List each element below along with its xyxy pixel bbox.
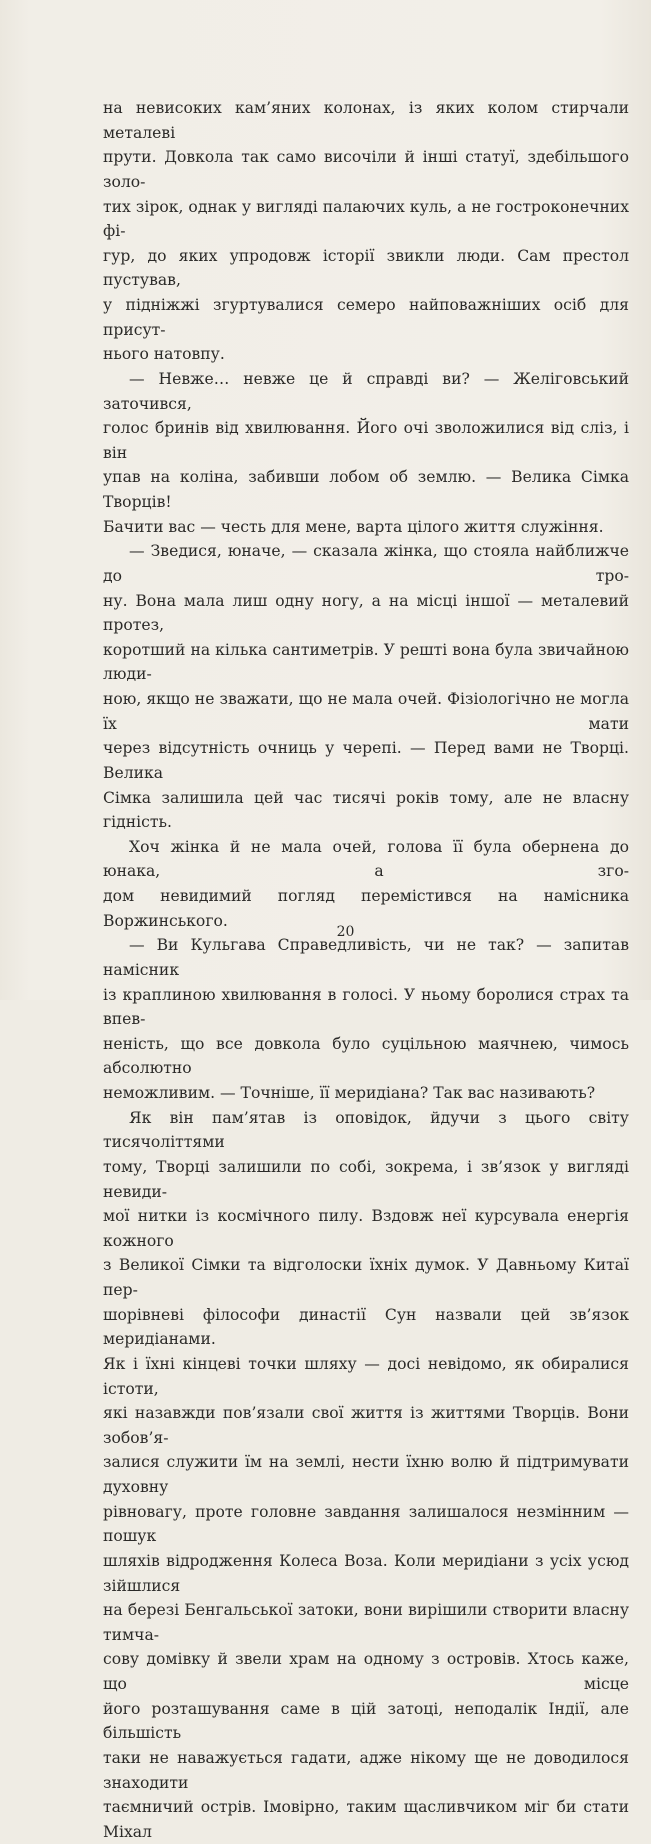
text-line: залися служити їм на землі, нести їхню волю й підтримувати духовну <box>103 1453 629 1496</box>
text-line: нього натовпу. <box>103 345 225 364</box>
text-line: Сімка залишила цей час тисячі років тому, але не власну гідність. <box>103 788 629 832</box>
text-line: — Зведися, юначе, — сказала жінка, що стояла найближче до тро- <box>103 542 629 585</box>
text-line: гур, до яких упродовж історії звикли люди. Сам престол пустував, <box>103 246 629 290</box>
text-line: таємничий острів. Імовірно, таким щасливчиком міг би стати Міхал <box>103 1798 629 1841</box>
page-number: 20 <box>336 924 355 940</box>
text-line: з Великої Сімки та відголоски їхніх думок. У Давньому Китаї пер- <box>103 1256 629 1299</box>
text-line: рівновагу, проте головне завдання залишалося незмінним — пошук <box>103 1502 629 1546</box>
text-line: Хоч жінка й не мала очей, голова її була обернена до юнака, а зго- <box>103 837 629 881</box>
text-line: упав на коліна, забивши лобом об землю. — Велика Сімка Творців! <box>103 468 629 511</box>
text-line: голос бринів від хвилювання. Його очі зволожилися від сліз, і він <box>103 419 629 462</box>
text-line: тих зірок, однак у вигляді палаючих куль, а не гостроконечних фі- <box>103 197 629 241</box>
text-line: через відсутність очниць у черепі. — Перед вами не Творці. Велика <box>103 739 629 782</box>
text-line: — Невже… невже це й справді ви? — Желіговський заточився, <box>103 369 629 413</box>
text-line: із краплиною хвилювання в голосі. У ньому боролися страх та впев- <box>103 985 629 1029</box>
text-line: Як він пам’ятав із оповідок, йдучи з цього світу тисячоліттями <box>103 1108 629 1152</box>
text-line: дом невидимий погляд перемістився на намісника Воржинського. <box>103 887 629 930</box>
text-line: прути. Довкола так само височіли й інші статуї, здебільшого золо- <box>103 148 629 191</box>
text-line: неможливим. — Точніше, її меридіана? Так вас називають? <box>103 1084 596 1102</box>
text-line: ною, якщо не зважати, що не мала очей. Фізіологічно не могла їх мати <box>103 690 629 733</box>
text-line: шляхів відродження Колеса Воза. Коли меридіани з усіх усюд зійшлися <box>103 1551 629 1595</box>
text-line: таки не наважується гадати, адже нікому ще не доводилося знаходити <box>103 1748 629 1792</box>
text-line: які назавжди пов’язали свої життя із життями Творців. Вони зобов’я- <box>103 1404 629 1447</box>
text-line: ну. Вона мала лиш одну ногу, а на місці іншої — металевий протез, <box>103 591 629 635</box>
text-line: у підніжжі згуртувалися семеро найповажніших осіб для присут- <box>103 296 629 339</box>
text-line: сову домівку й звели храм на одному з островів. Хтось каже, що місце <box>103 1650 629 1693</box>
text-line: неність, що все довкола було суцільною маячнею, чимось абсолютно <box>103 1034 629 1078</box>
text-line: Бачити вас — честь для мене, варта цілого життя служіння. <box>103 517 604 536</box>
text-line: на невисоких кам’яних колонах, із яких колом стирчали металеві <box>103 99 629 142</box>
text-line: шорівневі філософи династії Сун назвали цей зв’язок меридіанами. <box>103 1305 629 1349</box>
text-line: — Ви Кульгава Справедливість, чи не так? — запитав намісник <box>103 936 629 979</box>
body-text <box>103 96 629 1844</box>
text-line: мої нитки із космічного пилу. Вздовж неї курсувала енергія кожного <box>103 1207 629 1250</box>
text-line: Як і їхні кінцеві точки шляху — досі невідомо, як обиралися істоти, <box>103 1354 629 1398</box>
text-line: коротший на кілька сантиметрів. У решті вона була звичайною люди- <box>103 640 629 684</box>
text-line: його розташування саме в цій затоці, неподалік Індії, але більшість <box>103 1699 629 1743</box>
text-line: на березі Бенгальської затоки, вони вирішили створити власну тимча- <box>103 1601 629 1644</box>
text-line: тому, Творці залишили по собі, зокрема, і зв’язок у вигляді невиди- <box>103 1157 629 1201</box>
